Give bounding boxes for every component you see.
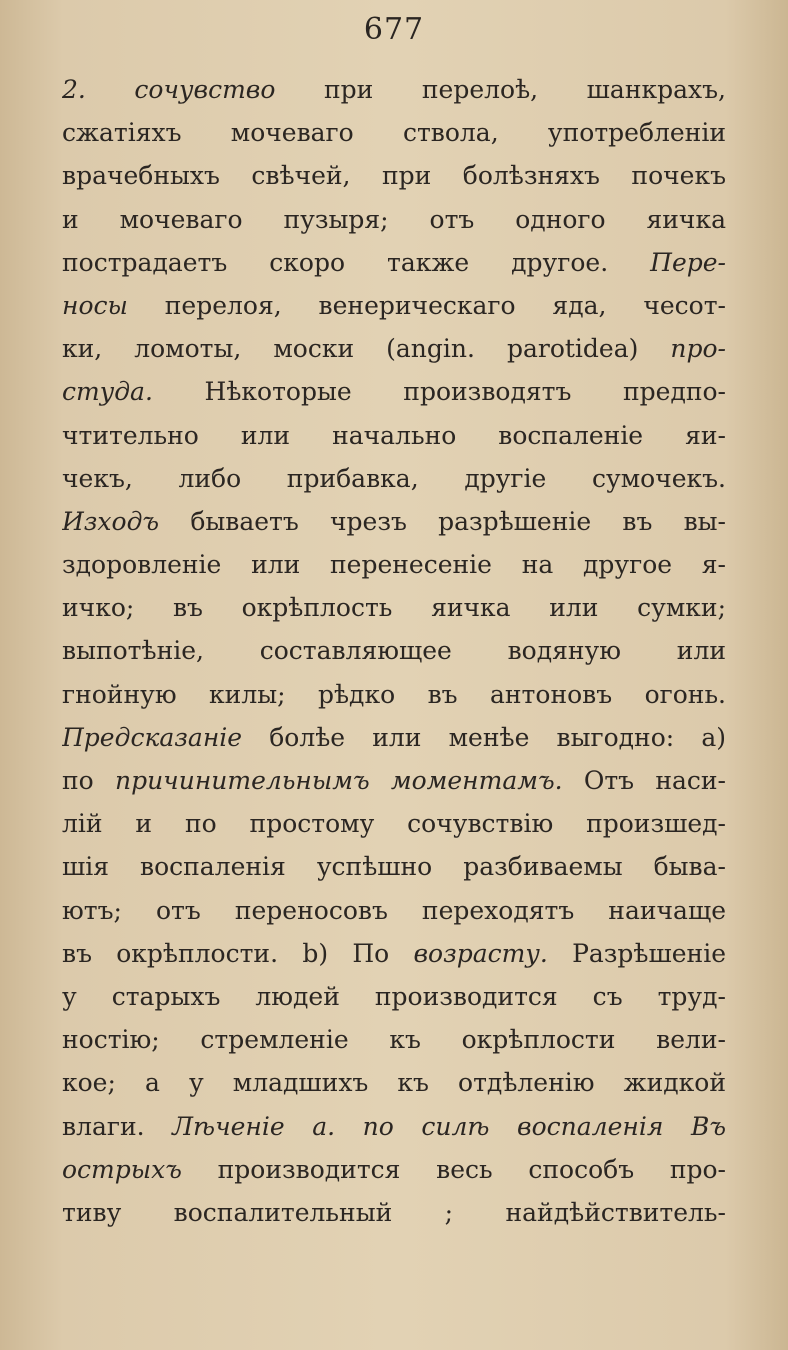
text-segment: ичко; въ окрѣплость яичка или сумки; <box>62 593 726 623</box>
text-line <box>62 1105 726 1148</box>
text-segment: по <box>62 766 115 795</box>
text-line <box>62 975 726 1018</box>
text-line <box>62 543 726 586</box>
italic-text: острыхъ <box>62 1154 182 1184</box>
text-line <box>62 716 726 759</box>
text-segment: гнойную килы; рѣдко въ антоновъ огонь. <box>62 679 726 709</box>
text-line <box>62 845 726 888</box>
text-line <box>62 198 726 241</box>
text-segment: при перелоѣ, шанкрахъ, <box>275 75 726 104</box>
text-line <box>62 68 726 111</box>
italic-text: 2. сочувство <box>62 75 276 104</box>
text-line <box>62 414 726 457</box>
text-line <box>62 932 726 975</box>
text-segment: и мочеваго пузыря; отъ одного яичка <box>62 204 726 234</box>
text-line <box>62 500 726 543</box>
text-line <box>62 673 726 716</box>
text-line <box>62 284 726 327</box>
text-segment: выпотѣніе, составляющее водяную или <box>62 636 726 666</box>
text-segment: шія воспаленія успѣшно разбиваемы быва- <box>62 852 726 882</box>
body-text <box>62 68 726 1234</box>
text-segment: ностію; стремленіе къ окрѣплости вели- <box>62 1025 726 1055</box>
text-line <box>62 1148 726 1191</box>
text-segment: чтительно или начально воспаленіе яи- <box>62 420 726 450</box>
italic-text: носы <box>62 290 128 320</box>
italic-text: про- <box>670 334 726 364</box>
italic-text: студа. <box>62 377 153 407</box>
text-line <box>62 629 726 672</box>
text-line <box>62 889 726 932</box>
text-line <box>62 802 726 845</box>
text-segment: Разрѣшеніе <box>547 938 726 968</box>
text-line <box>62 1061 726 1104</box>
text-segment: въ окрѣплости. b) По <box>62 938 414 968</box>
text-line <box>62 1191 726 1234</box>
text-line <box>62 586 726 629</box>
text-segment: производится весь способъ про- <box>181 1154 726 1184</box>
text-segment: чекъ, либо прибавка, другіе сумочекъ. <box>62 463 726 493</box>
text-segment: болѣе или менѣе выгодно: а) <box>242 722 726 752</box>
italic-text: причинительнымъ моментамъ. <box>114 766 563 795</box>
text-segment: бываетъ чрезъ разрѣшеніе въ вы- <box>159 506 726 536</box>
text-line <box>62 370 726 413</box>
italic-text: возрасту. <box>413 938 548 968</box>
text-segment: здоровленіе или перенесеніе на другое я- <box>62 550 726 580</box>
text-segment: кое; а у младшихъ къ отдѣленію жидкой <box>62 1068 726 1098</box>
text-line <box>62 1018 726 1061</box>
italic-text: Изходъ <box>62 506 160 536</box>
text-line <box>62 241 726 284</box>
page-number: 677 <box>363 12 425 47</box>
text-segment: сжатіяхъ мочеваго ствола, употребленіи <box>62 118 726 148</box>
text-segment: лій и по простому сочувствію произшед- <box>62 809 726 839</box>
text-segment: влаги. <box>62 1111 173 1141</box>
text-segment: тиву воспалительный ; найдѣйствитель- <box>62 1197 726 1227</box>
text-line <box>62 327 726 370</box>
text-line <box>62 759 726 802</box>
text-line <box>62 154 726 197</box>
text-line <box>62 457 726 500</box>
text-segment: ки, ломоты, моски (angin. parotidea) <box>62 334 671 364</box>
text-segment: ютъ; отъ переносовъ переходятъ наичаще <box>62 895 726 925</box>
text-segment: врачебныхъ свѣчей, при болѣзняхъ почекъ <box>62 161 726 191</box>
text-segment: Отъ наси- <box>562 766 726 795</box>
italic-text: Лѣченіе а. по силѣ воспаленія Въ <box>172 1111 726 1141</box>
text-segment: у старыхъ людей производится съ труд- <box>62 981 726 1011</box>
italic-text: Предсказаніе <box>62 722 243 752</box>
text-segment: Нѣкоторые производятъ предпо- <box>152 377 726 407</box>
text-segment: перелоя, венерическаго яда, чесот- <box>127 290 726 320</box>
italic-text: Пере- <box>650 247 726 277</box>
text-segment: пострадаетъ скоро также другое. <box>62 247 651 277</box>
text-line <box>62 111 726 154</box>
